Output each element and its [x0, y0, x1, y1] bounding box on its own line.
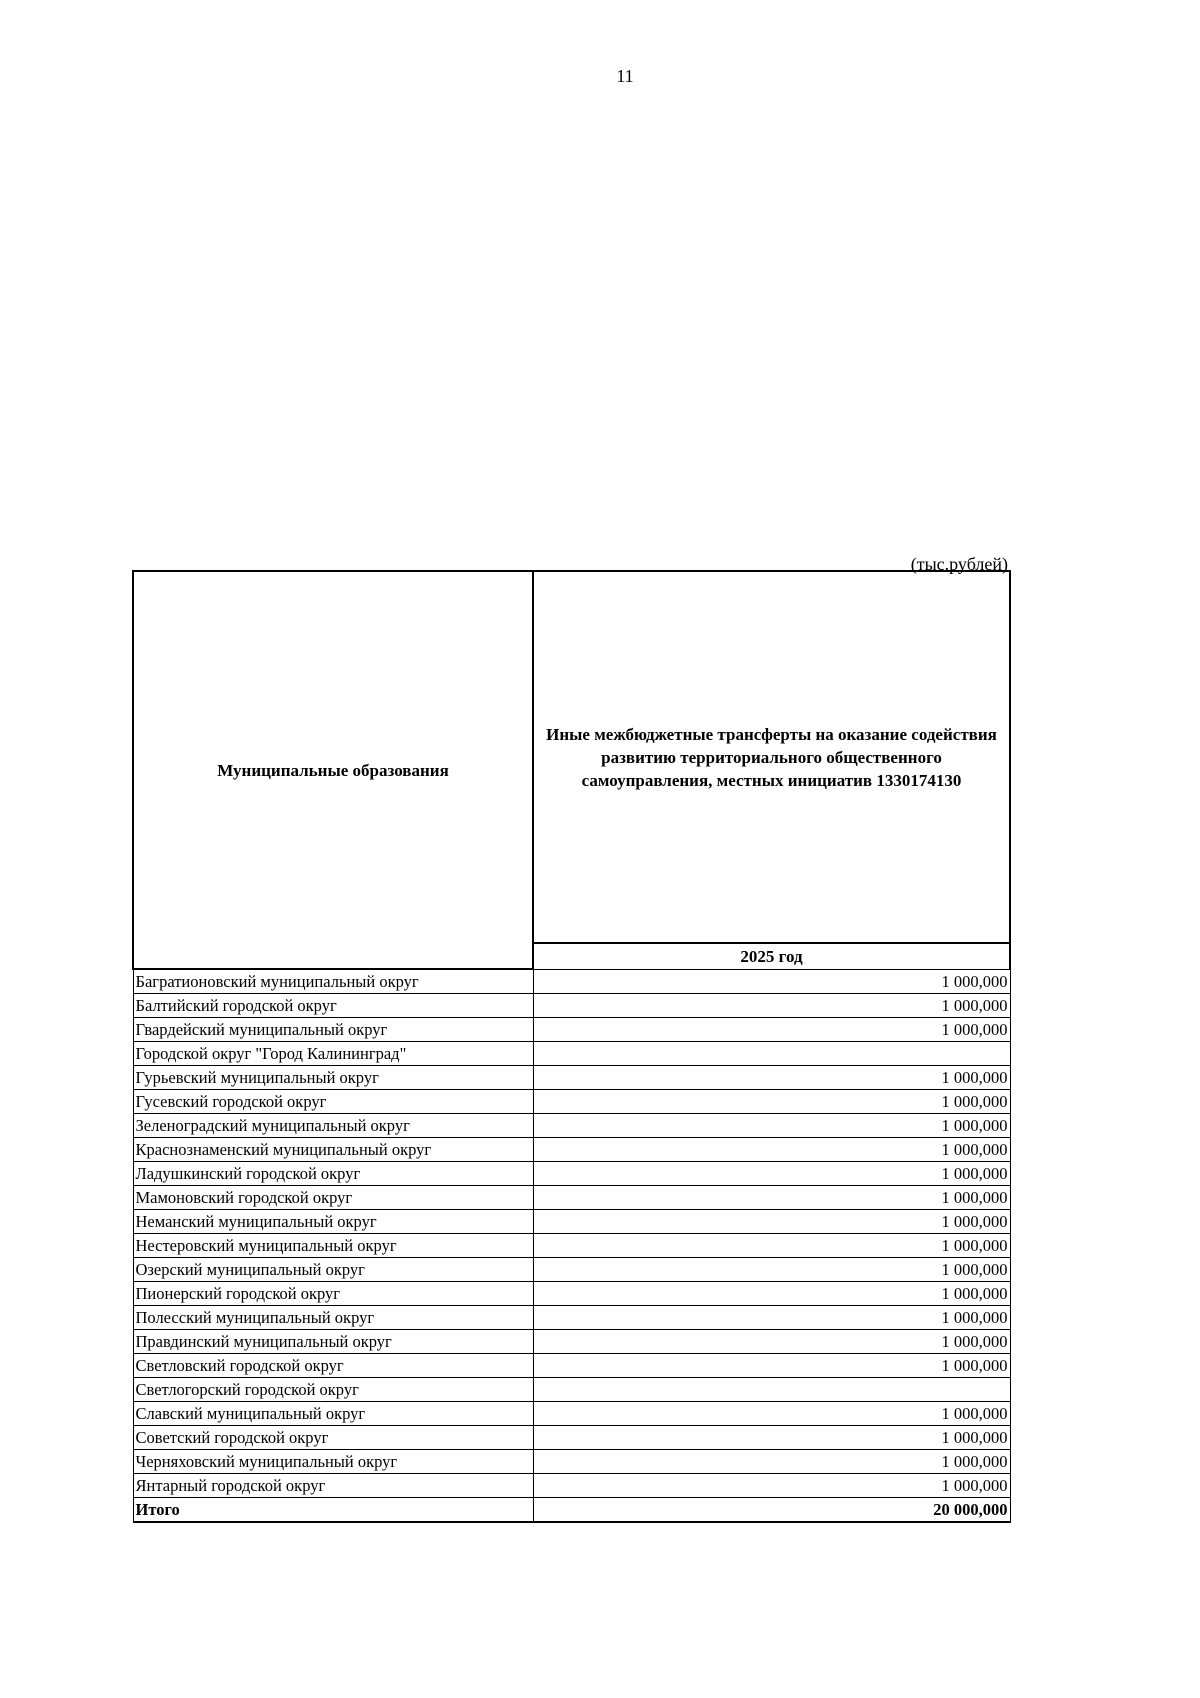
table-row: [133, 1378, 1010, 1402]
municipality-name: Славский муниципальный округ: [133, 1402, 533, 1426]
table-row: [133, 1258, 1010, 1282]
municipality-name: Светлогорский городской округ: [133, 1378, 533, 1402]
municipality-name: Краснознаменский муниципальный округ: [133, 1138, 533, 1162]
municipality-name: Озерский муниципальный округ: [133, 1258, 533, 1282]
transfer-amount: 1 000,000: [533, 1426, 1010, 1450]
table-row: [133, 1162, 1010, 1186]
table-row: [133, 1138, 1010, 1162]
transfer-amount: 1 000,000: [533, 1306, 1010, 1330]
transfer-amount: 1 000,000: [533, 1210, 1010, 1234]
municipality-name: Гурьевский муниципальный округ: [133, 1066, 533, 1090]
transfer-amount: [533, 1378, 1010, 1402]
municipality-name: Ладушкинский городской округ: [133, 1162, 533, 1186]
table-row: [133, 1306, 1010, 1330]
table-row: [133, 1426, 1010, 1450]
table-row: [133, 1402, 1010, 1426]
transfer-amount: 1 000,000: [533, 994, 1010, 1018]
column-header-transfer: Иные межбюджетные трансферты на оказание содействия развитию территориального общественного самоуправления, местных инициатив 1330174130: [533, 571, 1010, 943]
table-row: [133, 1474, 1010, 1498]
municipality-name: Багратионовский муниципальный округ: [133, 969, 533, 994]
table-row: [133, 1018, 1010, 1042]
transfer-amount: 1 000,000: [533, 1402, 1010, 1426]
table-row: [133, 1234, 1010, 1258]
transfers-table-wrapper: [132, 570, 1011, 1523]
units-label: (тыс.рублей): [910, 554, 1008, 574]
transfer-amount: [533, 1042, 1010, 1066]
table-row: [133, 1330, 1010, 1354]
municipality-name: Гусевский городской округ: [133, 1090, 533, 1114]
transfers-table: [132, 570, 1011, 1523]
table-row: [133, 1210, 1010, 1234]
table-row: [133, 1450, 1010, 1474]
municipality-name: Городской округ "Город Калининград": [133, 1042, 533, 1066]
page-number: 11: [616, 66, 634, 86]
table-row: [133, 1282, 1010, 1306]
total-amount: 20 000,000: [533, 1498, 1010, 1523]
municipality-name: Зеленоградский муниципальный округ: [133, 1114, 533, 1138]
transfer-amount: 1 000,000: [533, 1090, 1010, 1114]
municipality-name: Советский городской округ: [133, 1426, 533, 1450]
municipality-name: Светловский городской округ: [133, 1354, 533, 1378]
transfer-amount: 1 000,000: [533, 1354, 1010, 1378]
transfer-amount: 1 000,000: [533, 1258, 1010, 1282]
table-body: [133, 969, 1010, 1522]
municipality-name: Черняховский муниципальный округ: [133, 1450, 533, 1474]
municipality-name: Полесский муниципальный округ: [133, 1306, 533, 1330]
table-row: [133, 1066, 1010, 1090]
transfer-amount: 1 000,000: [533, 1474, 1010, 1498]
column-header-year: 2025 год: [533, 943, 1010, 969]
transfer-amount: 1 000,000: [533, 1282, 1010, 1306]
table-total-row: [133, 1498, 1010, 1523]
table-header-row: [133, 571, 1010, 943]
transfer-amount: 1 000,000: [533, 1138, 1010, 1162]
table-row: [133, 1186, 1010, 1210]
table-row: [133, 1090, 1010, 1114]
table-row: [133, 994, 1010, 1018]
transfer-amount: 1 000,000: [533, 1018, 1010, 1042]
table-row: [133, 1354, 1010, 1378]
municipality-name: Янтарный городской округ: [133, 1474, 533, 1498]
municipality-name: Правдинский муниципальный округ: [133, 1330, 533, 1354]
table-row: [133, 1042, 1010, 1066]
transfer-amount: 1 000,000: [533, 1162, 1010, 1186]
transfer-amount: 1 000,000: [533, 969, 1010, 994]
municipality-name: Мамоновский городской округ: [133, 1186, 533, 1210]
transfer-amount: 1 000,000: [533, 1450, 1010, 1474]
transfer-amount: 1 000,000: [533, 1186, 1010, 1210]
municipality-name: Гвардейский муниципальный округ: [133, 1018, 533, 1042]
municipality-name: Нестеровский муниципальный округ: [133, 1234, 533, 1258]
municipality-name: Пионерский городской округ: [133, 1282, 533, 1306]
municipality-name: Неманский муниципальный округ: [133, 1210, 533, 1234]
table-row: [133, 969, 1010, 994]
table-row: [133, 1114, 1010, 1138]
municipality-name: Балтийский городской округ: [133, 994, 533, 1018]
transfer-amount: 1 000,000: [533, 1114, 1010, 1138]
transfer-amount: 1 000,000: [533, 1066, 1010, 1090]
total-label: Итого: [133, 1498, 533, 1523]
transfer-amount: 1 000,000: [533, 1234, 1010, 1258]
column-header-municipality: Муниципальные образования: [133, 571, 533, 969]
transfer-amount: 1 000,000: [533, 1330, 1010, 1354]
